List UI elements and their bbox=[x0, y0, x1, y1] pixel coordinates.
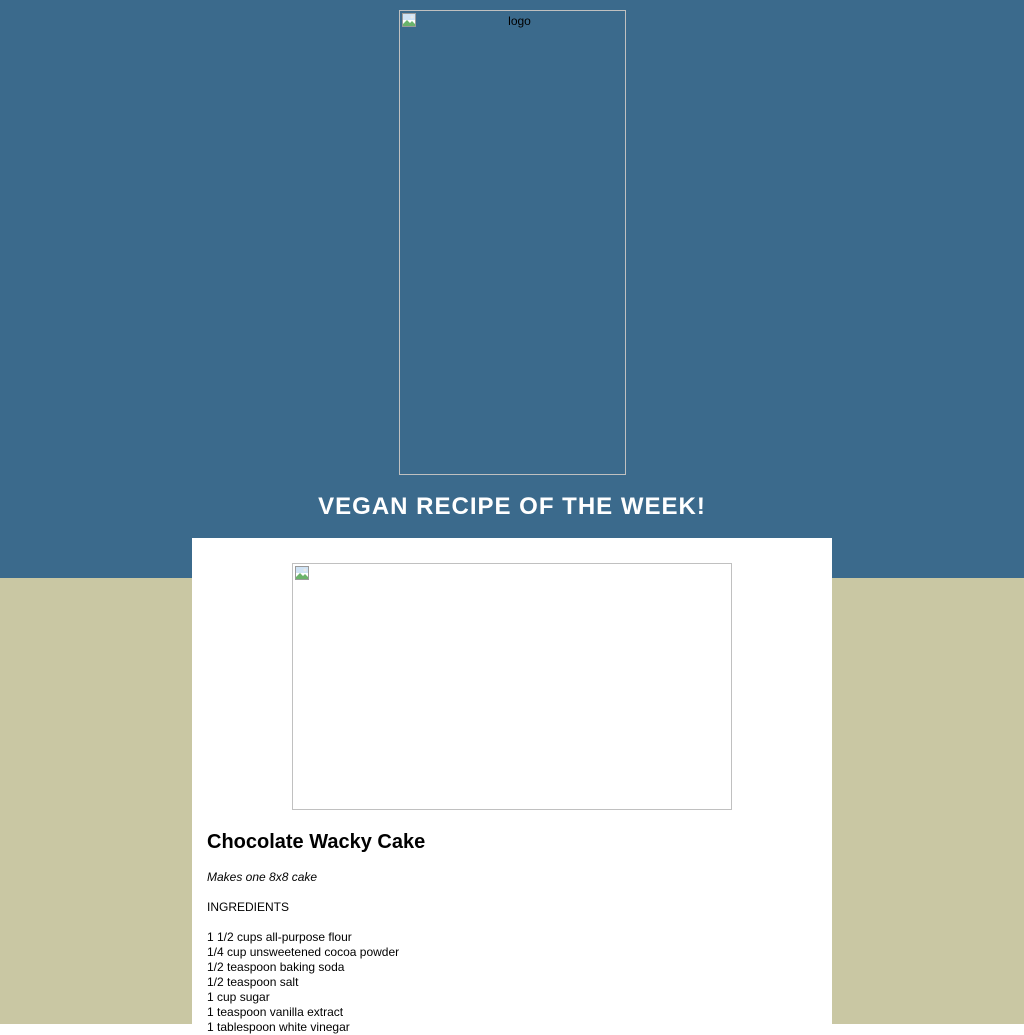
ingredient-item: 1/2 teaspoon salt bbox=[207, 975, 299, 989]
recipe-image bbox=[292, 563, 732, 810]
recipe-yield: Makes one 8x8 cake bbox=[207, 870, 318, 884]
ingredients-list bbox=[207, 930, 399, 1035]
ingredient-item: 1/4 cup unsweetened cocoa powder bbox=[207, 945, 400, 959]
recipe-card bbox=[192, 538, 832, 1034]
logo-image bbox=[399, 10, 626, 475]
ingredient-item: 1 1/2 cups all-purpose flour bbox=[207, 930, 352, 944]
logo-alt-text: logo bbox=[508, 14, 531, 28]
ingredient-item: 1 cup sugar bbox=[207, 990, 270, 1004]
recipe-title: Chocolate Wacky Cake bbox=[207, 831, 426, 853]
ingredient-item: 1 tablespoon white vinegar bbox=[207, 1020, 350, 1034]
page-headline: VEGAN RECIPE OF THE WEEK! bbox=[318, 493, 706, 520]
ingredients-heading: INGREDIENTS bbox=[207, 900, 290, 914]
ingredient-item: 1/2 teaspoon baking soda bbox=[207, 960, 345, 974]
broken-image-icon bbox=[295, 566, 309, 580]
ingredient-item: 1 teaspoon vanilla extract bbox=[207, 1005, 344, 1019]
